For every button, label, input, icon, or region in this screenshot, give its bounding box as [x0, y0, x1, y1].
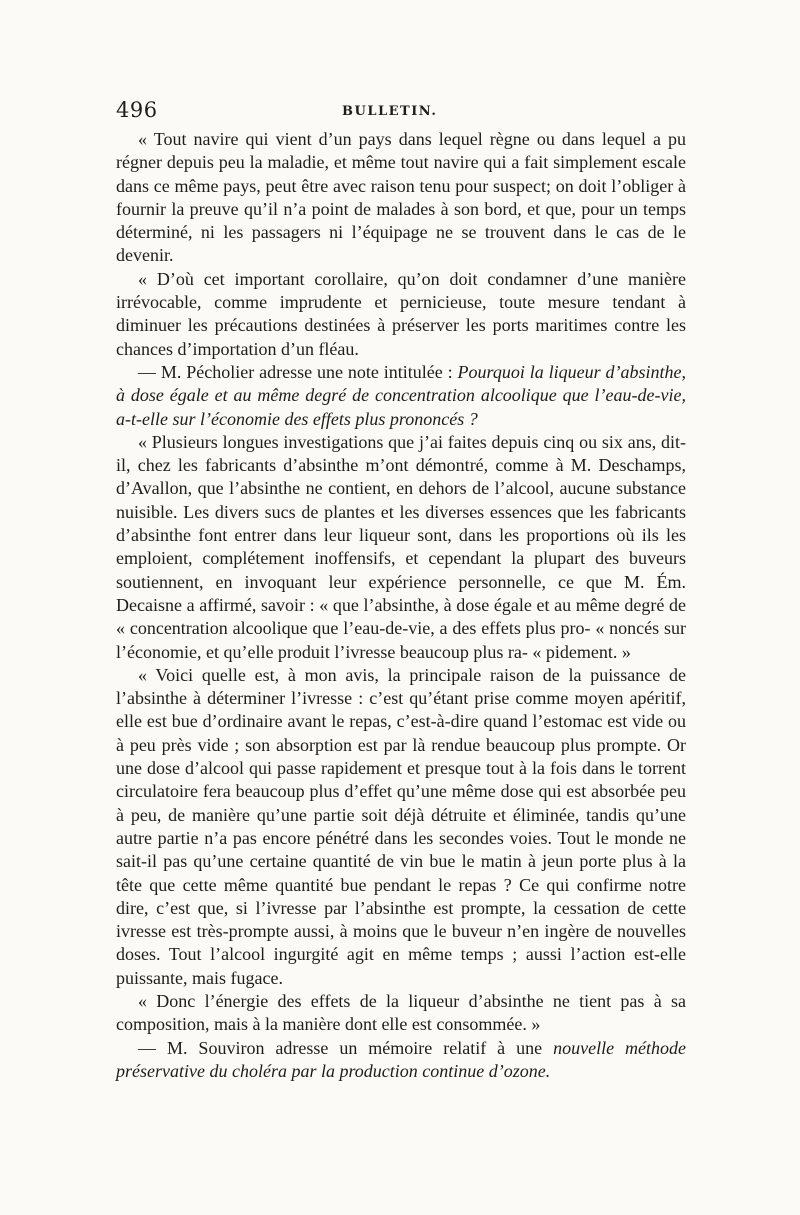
paragraph-conclusion: « Donc l’énergie des effets de la liqueur d’absinthe ne tient pas à sa composition, mais à la manière dont elle est consommée. »: [116, 990, 686, 1035]
paragraph-souviron-memoir: [116, 1037, 686, 1084]
page-header: [116, 98, 686, 128]
page-number: 496: [116, 98, 158, 122]
paragraph-investigations: « Plusieurs longues investigations que j’ai faites depuis cinq ou six ans, dit-il, chez les fabricants d’absinthe m’ont démontré, comme à M. Deschamps, d’Avallon, que l’absinthe ne contient, en dehors de l’alcool, aucune substance nuisible. Les divers sucs de plantes et les diverses essences que les fabricants d’absinthe font entrer dans leur liqueur sont, dans les proportions où ils les emploient, complétement inoffensifs, et cependant la plupart des buveurs soutiennent, en invoquant leur expérience personnelle, ce que M. Ém. Decaisne a affirmé, savoir : « que l’absinthe, à dose égale et au même degré de « concentration alcoolique que l’eau-de-vie, a des effets plus pro- « noncés sur l’économie, et qu’elle produit l’ivresse beaucoup plus ra- « pidement. »: [116, 431, 686, 662]
souviron-memoir-title: nouvelle méthode préservative du choléra par la production continue d’ozone.: [116, 1037, 687, 1081]
pecholier-note-title: Pourquoi la liqueur d’absinthe, à dose égale et au même degré de concentration alcoolique que l’eau-de-vie, a-t-elle sur l’économie des effets plus prononcés ?: [116, 361, 686, 429]
paragraph-corollary: « D’où cet important corollaire, qu’on doit condamner d’une manière irrévocable, comme imprudente et pernicieuse, toute mesure tendant à diminuer les précautions destinées à préserver les ports maritimes contre les chances d’importation d’un fléau.: [116, 268, 686, 359]
paragraph-absorption-reason: « Voici quelle est, à mon avis, la principale raison de la puissance de l’absinthe à déterminer l’ivresse : c’est qu’étant prise comme moyen apéritif, elle est bue d’ordinaire avant le repas, c’est-à-dire quand l’estomac est vide ou à peu près vide ; son absorption est par là rendue beaucoup plus prompte. Or une dose d’alcool qui passe rapidement et presque tout à la fois dans le torrent circulatoire fera beaucoup plus d’effet qu’une même dose qui est absorbée peu à peu, de manière qu’une partie soit déjà détruite et éliminée, tandis qu’une autre partie n’a pas encore pénétré dans les secondes voies. Tout le monde ne sait-il pas qu’une certaine quantité de vin bue le matin à jeun porte plus à la tête que cette même quantité bue pendant le repas ? Ce qui confirme notre dire, c’est que, si l’ivresse par l’absinthe est prompte, la cessation de cette ivresse est très-prompte aussi, à moins que le buveur n’en ingère de nouvelles doses. Tout l’alcool ingurgité agit en même temps ; aussi l’action est-elle puissante, mais fugace.: [116, 664, 686, 988]
pecholier-note-lead: — M. Pécholier adresse une note intitulée :: [138, 361, 453, 382]
body-text: [116, 128, 686, 1083]
running-head: BULLETIN.: [342, 104, 438, 119]
souviron-memoir-lead: — M. Souviron adresse un mémoire relatif à une: [138, 1037, 543, 1058]
paragraph-pecholier-note: [116, 361, 686, 431]
paragraph-quarantine-rule: « Tout navire qui vient d’un pays dans lequel règne ou dans lequel a pu régner depuis peu la maladie, et même tout navire qui a fait simplement escale dans ce même pays, peut être avec raison tenu pour suspect; on doit l’obliger à fournir la preuve qu’il n’a point de malades à son bord, et que, pour un temps déterminé, ni les passagers ni l’équipage ne se trouvent dans le cas de le devenir.: [116, 129, 686, 266]
